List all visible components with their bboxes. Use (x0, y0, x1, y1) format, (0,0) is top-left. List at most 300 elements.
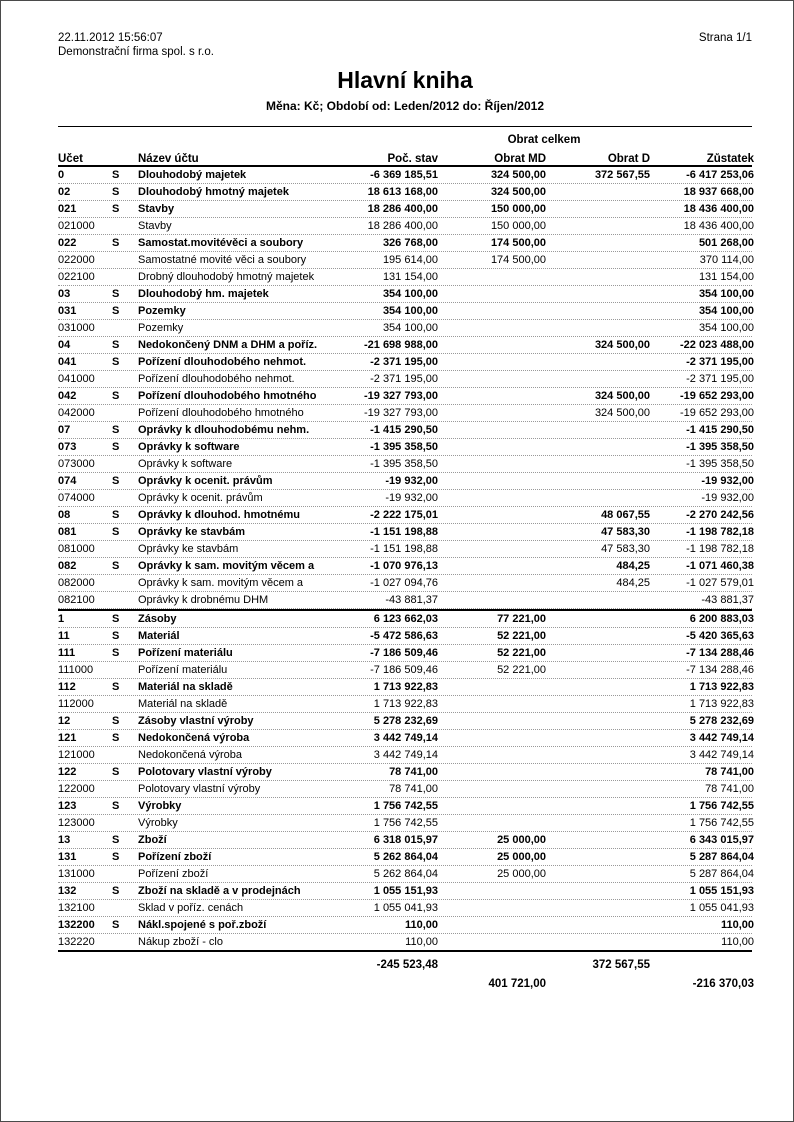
cell-zustatek: -1 198 782,18 (686, 526, 754, 538)
cell-ucet: 122 (58, 766, 77, 778)
cell-poc-stav: 6 318 015,97 (373, 834, 438, 846)
totals-section (58, 950, 752, 993)
cell-nazev: Polotovary vlastní výroby (138, 766, 272, 778)
cell-zustatek: -22 023 488,00 (679, 339, 754, 351)
cell-obrat-d: 47 583,30 (601, 543, 650, 555)
table-row (58, 456, 752, 473)
cell-ucet: 121000 (58, 749, 95, 761)
cell-nazev: Pozemky (138, 305, 186, 317)
cell-poc-stav: 354 100,00 (382, 288, 438, 300)
cell-nazev: Dlouhodobý hmotný majetek (138, 186, 289, 198)
cell-poc-stav: -245 523,48 (376, 958, 438, 971)
cell-poc-stav: 78 741,00 (389, 783, 438, 795)
cell-zustatek: -1 395 358,50 (686, 441, 754, 453)
cell-nazev: Oprávky k ocenit. právům (138, 475, 273, 487)
table-row (58, 917, 752, 934)
cell-zustatek: -19 652 293,00 (679, 407, 754, 419)
cell-zustatek: 110,00 (720, 919, 754, 931)
cell-nazev: Nedokončená výroba (138, 749, 242, 761)
cell-ucet: 123000 (58, 817, 95, 829)
cell-ucet: 021000 (58, 220, 95, 232)
cell-s-flag: S (112, 203, 120, 215)
cell-nazev: Pořízení dlouhodobého hmotného (138, 390, 317, 402)
report-content (1, 1, 793, 993)
cell-nazev: Nákl.spojené s poř.zboží (138, 919, 267, 931)
cell-ucet: 082000 (58, 577, 95, 589)
table-row (58, 747, 752, 764)
table-row (58, 235, 752, 252)
table-row (58, 541, 752, 558)
report-title: Hlavní kniha (337, 67, 473, 93)
cell-poc-stav: -7 186 509,46 (370, 664, 438, 676)
col-header-zustatek: Zůstatek (706, 153, 754, 165)
cell-s-flag: S (112, 732, 120, 744)
cell-ucet: 074000 (58, 492, 95, 504)
cell-zustatek: 131 154,00 (698, 271, 754, 283)
cell-zustatek: -2 371 195,00 (686, 356, 754, 368)
cell-poc-stav: -43 881,37 (385, 594, 438, 606)
cell-nazev: Zásoby vlastní výroby (138, 715, 254, 727)
cell-poc-stav: 131 154,00 (382, 271, 438, 283)
cell-poc-stav: 3 442 749,14 (373, 732, 438, 744)
table-row (58, 815, 752, 832)
cell-nazev: Materiál na skladě (138, 698, 228, 710)
cell-nazev: Drobný dlouhodobý hmotný majetek (138, 271, 315, 283)
cell-zustatek: 354 100,00 (698, 322, 754, 334)
table-row (58, 883, 752, 900)
cell-s-flag: S (112, 509, 120, 521)
cell-obrat-md: 150 000,00 (490, 220, 546, 232)
cell-s-flag: S (112, 356, 120, 368)
cell-nazev: Výrobky (138, 817, 178, 829)
cell-ucet: 12 (58, 715, 71, 727)
cell-s-flag: S (112, 475, 120, 487)
col-header-obrat-d: Obrat D (607, 153, 650, 165)
cell-s-flag: S (112, 526, 120, 538)
cell-zustatek: 370 114,00 (699, 254, 754, 266)
table-row (58, 900, 752, 917)
cell-zustatek: -216 370,03 (692, 977, 754, 990)
table-row (58, 337, 752, 354)
cell-s-flag: S (112, 237, 120, 249)
table-row (58, 524, 752, 541)
cell-nazev: Oprávky k ocenit. právům (138, 492, 263, 504)
table-row (58, 218, 752, 235)
cell-zustatek: 18 937 668,00 (683, 186, 754, 198)
table-row (58, 320, 752, 337)
cell-nazev: Sklad v poříz. cenách (138, 902, 244, 914)
cell-obrat-d: 372 567,55 (594, 169, 650, 181)
cell-ucet: 022000 (58, 254, 95, 266)
cell-s-flag: S (112, 305, 120, 317)
cell-s-flag: S (112, 186, 120, 198)
table-row (58, 628, 752, 645)
cell-zustatek: 501 268,00 (698, 237, 754, 249)
cell-nazev: Samostat.movitévěci a soubory (138, 237, 304, 249)
cell-ucet: 03 (58, 288, 71, 300)
cell-obrat-md: 324 500,00 (490, 169, 546, 181)
cell-nazev: Zboží (138, 834, 167, 846)
cell-poc-stav: -1 395 358,50 (370, 458, 438, 470)
cell-nazev: Stavby (138, 220, 172, 232)
cell-s-flag: S (112, 390, 120, 402)
cell-obrat-d: 324 500,00 (594, 390, 650, 402)
cell-poc-stav: -1 415 290,50 (370, 424, 438, 436)
cell-poc-stav: 1 756 742,55 (373, 817, 438, 829)
cell-zustatek: 6 343 015,97 (689, 834, 754, 846)
cell-poc-stav: 6 123 662,03 (373, 613, 438, 625)
cell-zustatek: 3 442 749,14 (689, 732, 754, 744)
cell-poc-stav: 1 055 041,93 (373, 902, 438, 914)
cell-nazev: Výrobky (138, 800, 182, 812)
table-row (58, 201, 752, 218)
cell-ucet: 111 (58, 647, 76, 659)
cell-obrat-md: 77 221,00 (497, 613, 546, 625)
cell-ucet: 123 (58, 800, 77, 812)
cell-zustatek: 5 287 864,04 (689, 868, 754, 880)
cell-zustatek: 18 436 400,00 (683, 220, 754, 232)
cell-ucet: 131 (58, 851, 77, 863)
cell-zustatek: -1 071 460,38 (686, 560, 754, 572)
cell-obrat-md: 52 221,00 (497, 647, 546, 659)
cell-ucet: 082 (58, 560, 77, 572)
cell-zustatek: -19 652 293,00 (679, 390, 754, 402)
cell-zustatek: -5 420 365,63 (686, 630, 754, 642)
cell-poc-stav: -19 932,00 (385, 475, 438, 487)
cell-ucet: 031 (58, 305, 77, 317)
column-header-row (58, 146, 752, 165)
report-subtitle: Měna: Kč; Období od: Leden/2012 do: Říjen/2012 (265, 99, 545, 113)
cell-zustatek: 1 756 742,55 (689, 800, 754, 812)
cell-obrat-md: 52 221,00 (497, 630, 546, 642)
cell-ucet: 132100 (58, 902, 95, 914)
col-header-obrat-md: Obrat MD (494, 153, 546, 165)
cell-nazev: Oprávky k software (138, 458, 233, 470)
cell-ucet: 074 (58, 475, 77, 487)
table-row (58, 730, 752, 747)
cell-zustatek: 1 756 742,55 (689, 817, 754, 829)
cell-ucet: 112000 (58, 698, 94, 710)
cell-nazev: Pořízení materiálu (138, 647, 233, 659)
cell-poc-stav: -1 395 358,50 (370, 441, 438, 453)
table-row (58, 575, 752, 592)
cell-ucet: 081000 (58, 543, 95, 555)
cell-poc-stav: 1 713 922,83 (373, 698, 438, 710)
cell-nazev: Oprávky k sam. movitým věcem a (138, 560, 315, 572)
cell-nazev: Oprávky ke stavbám (138, 526, 246, 538)
cell-poc-stav: -6 369 185,51 (370, 169, 438, 181)
cell-nazev: Materiál na skladě (138, 681, 233, 693)
cell-obrat-d: 484,25 (616, 560, 650, 572)
cell-nazev: Dlouhodobý hm. majetek (138, 288, 269, 300)
cell-obrat-d: 372 567,55 (592, 958, 650, 971)
cell-ucet: 0 (58, 169, 65, 181)
table-row (58, 252, 752, 269)
cell-zustatek: -1 198 782,18 (686, 543, 754, 555)
cell-obrat-md: 401 721,00 (488, 977, 546, 990)
table-row (58, 269, 752, 286)
cell-zustatek: -43 881,37 (701, 594, 754, 606)
cell-ucet: 07 (58, 424, 71, 436)
cell-ucet: 073 (58, 441, 77, 453)
cell-s-flag: S (112, 630, 120, 642)
cell-ucet: 02 (58, 186, 71, 198)
cell-obrat-d: 484,25 (616, 577, 650, 589)
cell-s-flag: S (112, 560, 120, 572)
cell-nazev: Pořízení materiálu (138, 664, 228, 676)
cell-ucet: 132 (58, 885, 77, 897)
cell-nazev: Oprávky k drobnému DHM (138, 594, 269, 606)
cell-nazev: Pozemky (138, 322, 184, 334)
report-header (58, 31, 752, 59)
cell-obrat-md: 52 221,00 (497, 664, 546, 676)
table-row (58, 405, 752, 422)
cell-obrat-d: 48 067,55 (601, 509, 650, 521)
table-row (58, 354, 752, 371)
cell-zustatek: -19 932,00 (701, 475, 754, 487)
cell-obrat-md: 324 500,00 (490, 186, 546, 198)
table-row (58, 866, 752, 883)
totals-row (58, 974, 752, 993)
table-row (58, 490, 752, 507)
totals-row (58, 955, 752, 974)
cell-poc-stav: 18 286 400,00 (367, 220, 438, 232)
company-name: Demonstrační firma spol. s r.o. (58, 46, 214, 58)
cell-zustatek: 78 741,00 (705, 766, 754, 778)
table-row (58, 388, 752, 405)
cell-poc-stav: -1 151 198,88 (370, 526, 438, 538)
cell-poc-stav: 3 442 749,14 (373, 749, 438, 761)
cell-poc-stav: -1 070 976,13 (370, 560, 438, 572)
cell-ucet: 022100 (58, 271, 95, 283)
cell-zustatek: 78 741,00 (705, 783, 754, 795)
cell-poc-stav: 354 100,00 (382, 305, 438, 317)
cell-zustatek: 354 100,00 (698, 288, 754, 300)
table-row (58, 422, 752, 439)
table-row (58, 832, 752, 849)
cell-obrat-md: 25 000,00 (497, 834, 546, 846)
table-row (58, 849, 752, 866)
cell-ucet: 031000 (58, 322, 95, 334)
cell-poc-stav: -2 222 175,01 (370, 509, 438, 521)
cell-ucet: 122000 (58, 783, 95, 795)
table-row (58, 645, 752, 662)
cell-poc-stav: -19 327 793,00 (363, 407, 438, 419)
table-row (58, 286, 752, 303)
cell-zustatek: -1 415 290,50 (686, 424, 754, 436)
cell-ucet: 021 (58, 203, 77, 215)
cell-ucet: 08 (58, 509, 71, 521)
table-row (58, 439, 752, 456)
cell-nazev: Oprávky ke stavbám (138, 543, 239, 555)
table-row (58, 558, 752, 575)
cell-poc-stav: 110,00 (405, 936, 438, 948)
cell-poc-stav: 326 768,00 (382, 237, 438, 249)
cell-nazev: Nákup zboží - clo (138, 936, 223, 948)
cell-zustatek: 5 287 864,04 (689, 851, 754, 863)
cell-obrat-d: 324 500,00 (594, 407, 650, 419)
cell-s-flag: S (112, 885, 120, 897)
cell-poc-stav: 1 756 742,55 (373, 800, 438, 812)
cell-obrat-d: 47 583,30 (601, 526, 650, 538)
cell-ucet: 081 (58, 526, 77, 538)
cell-zustatek: -2 270 242,56 (686, 509, 754, 521)
cell-ucet: 112 (58, 681, 76, 693)
cell-zustatek: -2 371 195,00 (686, 373, 754, 385)
col-header-ucet: Účet (58, 153, 83, 165)
cell-zustatek: 5 278 232,69 (689, 715, 754, 727)
cell-nazev: Pořízení dlouhodobého nehmot. (138, 373, 295, 385)
cell-s-flag: S (112, 834, 120, 846)
table-header (58, 126, 752, 165)
cell-zustatek: -19 932,00 (701, 492, 754, 504)
cell-poc-stav: -2 371 195,00 (370, 356, 438, 368)
cell-zustatek: -7 134 288,46 (686, 664, 754, 676)
cell-nazev: Nedokončený DNM a DHM a poříz. (138, 339, 318, 351)
table-row (58, 781, 752, 798)
table-row (58, 167, 752, 184)
col-header-nazev-uctu: Název účtu (138, 153, 199, 165)
cell-obrat-md: 25 000,00 (497, 868, 546, 880)
cell-zustatek: 6 200 883,03 (689, 613, 754, 625)
cell-ucet: 111000 (58, 664, 94, 676)
table-row (58, 662, 752, 679)
cell-poc-stav: 5 278 232,69 (373, 715, 438, 727)
table-row (58, 764, 752, 781)
cell-poc-stav: -1 151 198,88 (370, 543, 438, 555)
cell-nazev: Zboží na skladě a v prodejnách (138, 885, 301, 897)
cell-obrat-md: 150 000,00 (490, 203, 546, 215)
cell-zustatek: 354 100,00 (698, 305, 754, 317)
table-row (58, 611, 752, 628)
table-row (58, 473, 752, 490)
cell-s-flag: S (112, 424, 120, 436)
page-number: Strana 1/1 (698, 32, 752, 44)
cell-nazev: Stavby (138, 203, 175, 215)
cell-nazev: Materiál (138, 630, 180, 642)
cell-ucet: 041 (58, 356, 77, 368)
cell-s-flag: S (112, 919, 120, 931)
cell-ucet: 132220 (58, 936, 95, 948)
cell-poc-stav: 78 741,00 (389, 766, 438, 778)
cell-zustatek: -1 027 579,01 (686, 577, 754, 589)
ledger-table (58, 126, 752, 993)
cell-nazev: Pořízení dlouhodobého nehmot. (138, 356, 307, 368)
cell-zustatek: 18 436 400,00 (683, 203, 754, 215)
cell-poc-stav: 110,00 (404, 919, 438, 931)
cell-s-flag: S (112, 169, 120, 181)
cell-poc-stav: 5 262 864,04 (373, 851, 438, 863)
cell-poc-stav: 354 100,00 (382, 322, 438, 334)
cell-nazev: Dlouhodobý majetek (138, 169, 247, 181)
table-section (58, 165, 752, 609)
cell-obrat-md: 174 500,00 (490, 237, 546, 249)
table-row (58, 934, 752, 951)
cell-s-flag: S (112, 441, 120, 453)
report-header-left (58, 31, 214, 59)
cell-ucet: 132200 (58, 919, 95, 931)
cell-s-flag: S (112, 800, 120, 812)
cell-s-flag: S (112, 613, 120, 625)
cell-poc-stav: -19 327 793,00 (363, 390, 438, 402)
cell-zustatek: -1 395 358,50 (686, 458, 754, 470)
table-row (58, 798, 752, 815)
cell-poc-stav: -5 472 586,63 (370, 630, 438, 642)
table-section (58, 609, 752, 951)
cell-obrat-md: 174 500,00 (490, 254, 546, 266)
cell-zustatek: 1 713 922,83 (689, 681, 754, 693)
cell-nazev: Oprávky k software (138, 441, 240, 453)
cell-poc-stav: -1 027 094,76 (370, 577, 438, 589)
table-row (58, 371, 752, 388)
cell-s-flag: S (112, 766, 120, 778)
cell-ucet: 11 (58, 630, 70, 642)
cell-nazev: Pořízení zboží (138, 851, 212, 863)
cell-ucet: 04 (58, 339, 71, 351)
table-row (58, 303, 752, 320)
cell-ucet: 082100 (58, 594, 95, 606)
cell-nazev: Oprávky k dlouhod. hmotnému (138, 509, 300, 521)
cell-s-flag: S (112, 715, 120, 727)
table-row (58, 713, 752, 730)
cell-poc-stav: 1 713 922,83 (373, 681, 438, 693)
cell-obrat-md: 25 000,00 (497, 851, 546, 863)
cell-poc-stav: 18 613 168,00 (367, 186, 438, 198)
cell-s-flag: S (112, 851, 120, 863)
cell-ucet: 042000 (58, 407, 95, 419)
cell-poc-stav: -7 186 509,46 (370, 647, 438, 659)
cell-poc-stav: 18 286 400,00 (367, 203, 438, 215)
cell-obrat-d: 324 500,00 (594, 339, 650, 351)
cell-poc-stav: -21 698 988,00 (363, 339, 438, 351)
cell-poc-stav: 1 055 151,93 (373, 885, 438, 897)
cell-nazev: Polotovary vlastní výroby (138, 783, 261, 795)
cell-nazev: Pořízení zboží (138, 868, 209, 880)
cell-ucet: 1 (58, 613, 65, 625)
table-row (58, 507, 752, 524)
cell-ucet: 042 (58, 390, 77, 402)
cell-nazev: Nedokončená výroba (138, 732, 250, 744)
cell-ucet: 131000 (58, 868, 95, 880)
cell-zustatek: 110,00 (721, 936, 754, 948)
cell-poc-stav: 195 614,00 (382, 254, 438, 266)
cell-zustatek: -6 417 253,06 (686, 169, 754, 181)
cell-s-flag: S (112, 681, 120, 693)
report-datetime: 22.11.2012 15:56:07 (58, 32, 163, 44)
cell-s-flag: S (112, 288, 120, 300)
cell-poc-stav: -19 932,00 (385, 492, 438, 504)
cell-ucet: 041000 (58, 373, 95, 385)
cell-zustatek: 1 713 922,83 (689, 698, 754, 710)
table-row (58, 184, 752, 201)
obrat-celkem-row (58, 129, 752, 146)
cell-nazev: Zásoby (138, 613, 177, 625)
cell-poc-stav: 5 262 864,04 (373, 868, 438, 880)
cell-zustatek: -7 134 288,46 (686, 647, 754, 659)
col-header-poc-stav: Poč. stav (387, 153, 438, 165)
cell-ucet: 073000 (58, 458, 95, 470)
cell-nazev: Samostatné movité věci a soubory (138, 254, 307, 266)
cell-zustatek: 1 055 041,93 (689, 902, 754, 914)
cell-s-flag: S (112, 339, 120, 351)
table-row (58, 696, 752, 713)
obrat-celkem-header: Obrat celkem (507, 134, 581, 146)
cell-zustatek: 1 055 151,93 (689, 885, 754, 897)
cell-nazev: Pořízení dlouhodobého hmotného (138, 407, 304, 419)
cell-nazev: Oprávky k dlouhodobému nehm. (138, 424, 310, 436)
cell-ucet: 121 (58, 732, 77, 744)
cell-zustatek: 3 442 749,14 (689, 749, 754, 761)
